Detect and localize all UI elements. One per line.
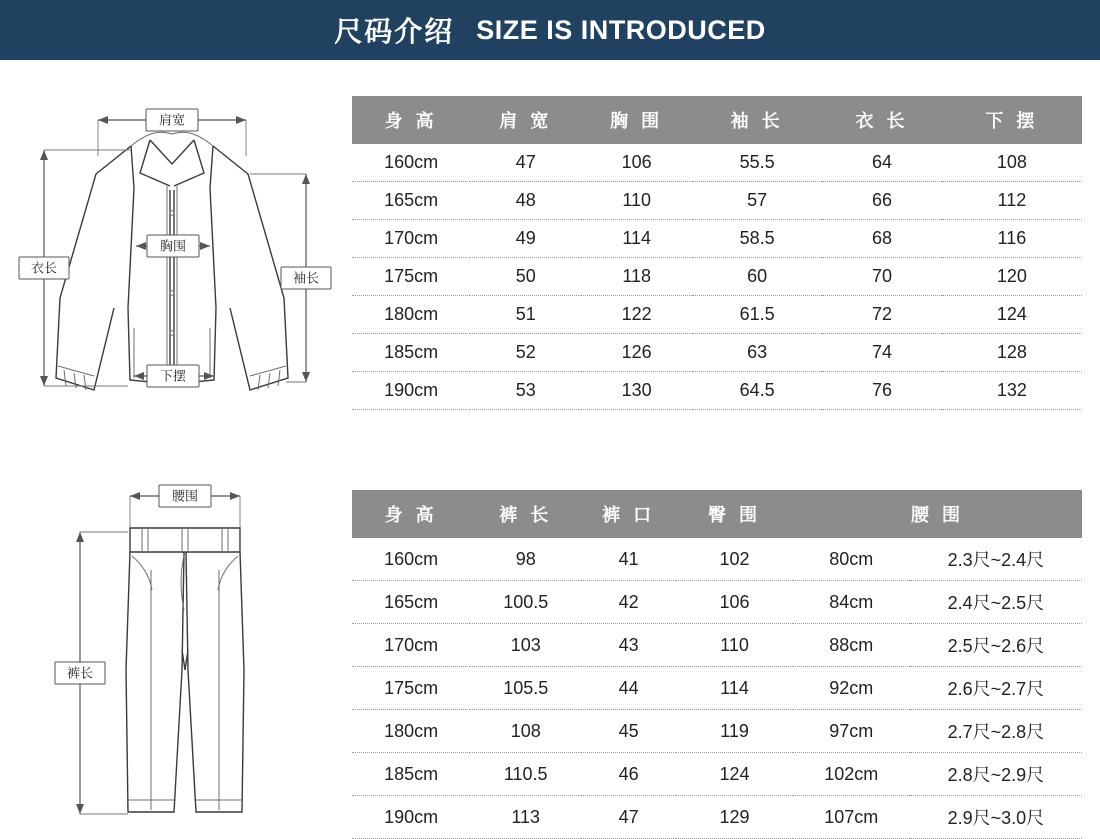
table-row — [352, 182, 1082, 220]
cell: 2.4尺~2.5尺 — [910, 581, 1082, 624]
cell: 58.5 — [692, 220, 822, 258]
pants-length-dimension — [55, 532, 128, 814]
table-row — [352, 624, 1082, 667]
cell: 120 — [942, 258, 1082, 296]
cell: 63 — [692, 334, 822, 372]
table-row — [352, 667, 1082, 710]
cell: 52 — [470, 334, 581, 372]
cell: 76 — [822, 372, 942, 410]
table-header-row — [352, 490, 1082, 538]
shirt-outline — [56, 132, 288, 390]
cell: 57 — [692, 182, 822, 220]
cell: 108 — [470, 710, 581, 753]
table-row — [352, 796, 1082, 839]
waist-label: 腰围 — [171, 488, 199, 504]
column-header: 裤 长 — [470, 490, 581, 538]
cell: 110 — [676, 624, 793, 667]
cell: 170cm — [352, 624, 470, 667]
table-header-row — [352, 96, 1082, 144]
column-header: 下 摆 — [942, 96, 1082, 144]
page-title-cn: 尺码介绍 — [334, 16, 455, 47]
cell: 61.5 — [692, 296, 822, 334]
shirt-size-table-wrapper — [352, 96, 1082, 410]
cell: 50 — [470, 258, 581, 296]
cell: 64.5 — [692, 372, 822, 410]
cell: 110.5 — [470, 753, 581, 796]
cell: 68 — [822, 220, 942, 258]
cell: 105.5 — [470, 667, 581, 710]
cell: 113 — [470, 796, 581, 839]
cell: 108 — [942, 144, 1082, 182]
cell: 46 — [581, 753, 676, 796]
cell: 124 — [676, 753, 793, 796]
sleeve-length-label: 袖长 — [292, 270, 320, 286]
table-row — [352, 753, 1082, 796]
table-row — [352, 372, 1082, 410]
cell: 114 — [676, 667, 793, 710]
page-header — [0, 0, 1100, 60]
table-row — [352, 710, 1082, 753]
cell: 98 — [470, 538, 581, 581]
cell: 165cm — [352, 581, 470, 624]
cell: 2.9尺~3.0尺 — [910, 796, 1082, 839]
column-header: 身 高 — [352, 490, 470, 538]
cell: 106 — [676, 581, 793, 624]
cell: 165cm — [352, 182, 470, 220]
cell: 128 — [942, 334, 1082, 372]
cell: 130 — [581, 372, 692, 410]
trousers-diagram-svg — [18, 470, 338, 830]
cell: 64 — [822, 144, 942, 182]
garment-length-label: 衣长 — [30, 260, 58, 276]
column-header: 腰 围 — [793, 490, 1082, 538]
cell: 170cm — [352, 220, 470, 258]
column-header: 肩 宽 — [470, 96, 581, 144]
hem-dimension — [134, 365, 214, 387]
cell: 102cm — [793, 753, 910, 796]
cell: 47 — [581, 796, 676, 839]
cell: 60 — [692, 258, 822, 296]
cell: 2.6尺~2.7尺 — [910, 667, 1082, 710]
table-row — [352, 144, 1082, 182]
cell: 42 — [581, 581, 676, 624]
cell: 190cm — [352, 796, 470, 839]
cell: 51 — [470, 296, 581, 334]
cell: 160cm — [352, 538, 470, 581]
table-row — [352, 334, 1082, 372]
cell: 190cm — [352, 372, 470, 410]
cell: 2.3尺~2.4尺 — [910, 538, 1082, 581]
table-row — [352, 538, 1082, 581]
cell: 53 — [470, 372, 581, 410]
column-header: 胸 围 — [581, 96, 692, 144]
cell: 107cm — [793, 796, 910, 839]
cell: 97cm — [793, 710, 910, 753]
column-header: 衣 长 — [822, 96, 942, 144]
cell: 180cm — [352, 296, 470, 334]
column-header: 身 高 — [352, 96, 470, 144]
cell: 48 — [470, 182, 581, 220]
shoulder-label: 肩宽 — [158, 112, 186, 128]
cell: 118 — [581, 258, 692, 296]
cell: 80cm — [793, 538, 910, 581]
cell: 2.5尺~2.6尺 — [910, 624, 1082, 667]
table-row — [352, 220, 1082, 258]
table-row — [352, 296, 1082, 334]
table-row — [352, 258, 1082, 296]
cell: 49 — [470, 220, 581, 258]
cell: 2.7尺~2.8尺 — [910, 710, 1082, 753]
sleeve-dimension — [250, 174, 331, 382]
cell: 72 — [822, 296, 942, 334]
cell: 185cm — [352, 334, 470, 372]
trousers-size-table — [352, 490, 1082, 839]
table-row — [352, 581, 1082, 624]
page-title-en: SIZE IS INTRODUCED — [476, 14, 766, 45]
cell: 66 — [822, 182, 942, 220]
cell: 110 — [581, 182, 692, 220]
cell: 180cm — [352, 710, 470, 753]
chest-dimension — [136, 235, 210, 257]
cell: 124 — [942, 296, 1082, 334]
cell: 43 — [581, 624, 676, 667]
cell: 129 — [676, 796, 793, 839]
shirt-illustration — [18, 78, 338, 418]
cell: 132 — [942, 372, 1082, 410]
cell: 2.8尺~2.9尺 — [910, 753, 1082, 796]
cell: 45 — [581, 710, 676, 753]
waist-dimension — [130, 485, 240, 530]
chest-label: 胸围 — [159, 238, 187, 254]
cell: 47 — [470, 144, 581, 182]
cell: 102 — [676, 538, 793, 581]
cell: 74 — [822, 334, 942, 372]
cell: 100.5 — [470, 581, 581, 624]
cell: 106 — [581, 144, 692, 182]
trousers-illustration — [18, 470, 338, 830]
cell: 185cm — [352, 753, 470, 796]
column-header: 裤 口 — [581, 490, 676, 538]
column-header: 袖 长 — [692, 96, 822, 144]
cell: 55.5 — [692, 144, 822, 182]
cell: 44 — [581, 667, 676, 710]
trousers-size-table-wrapper — [352, 490, 1082, 839]
hem-label: 下摆 — [159, 368, 187, 384]
column-header: 臀 围 — [676, 490, 793, 538]
shirt-size-table — [352, 96, 1082, 410]
cell: 160cm — [352, 144, 470, 182]
cell: 175cm — [352, 667, 470, 710]
cell: 88cm — [793, 624, 910, 667]
cell: 70 — [822, 258, 942, 296]
cell: 126 — [581, 334, 692, 372]
shirt-diagram-svg — [18, 78, 338, 418]
cell: 122 — [581, 296, 692, 334]
shoulder-dimension — [98, 109, 246, 156]
cell: 175cm — [352, 258, 470, 296]
cell: 119 — [676, 710, 793, 753]
cell: 41 — [581, 538, 676, 581]
cell: 103 — [470, 624, 581, 667]
trousers-outline — [126, 528, 244, 812]
cell: 92cm — [793, 667, 910, 710]
cell: 112 — [942, 182, 1082, 220]
length-dimension — [19, 150, 130, 386]
pants-length-label: 裤长 — [66, 665, 94, 681]
cell: 84cm — [793, 581, 910, 624]
cell: 114 — [581, 220, 692, 258]
cell: 116 — [942, 220, 1082, 258]
